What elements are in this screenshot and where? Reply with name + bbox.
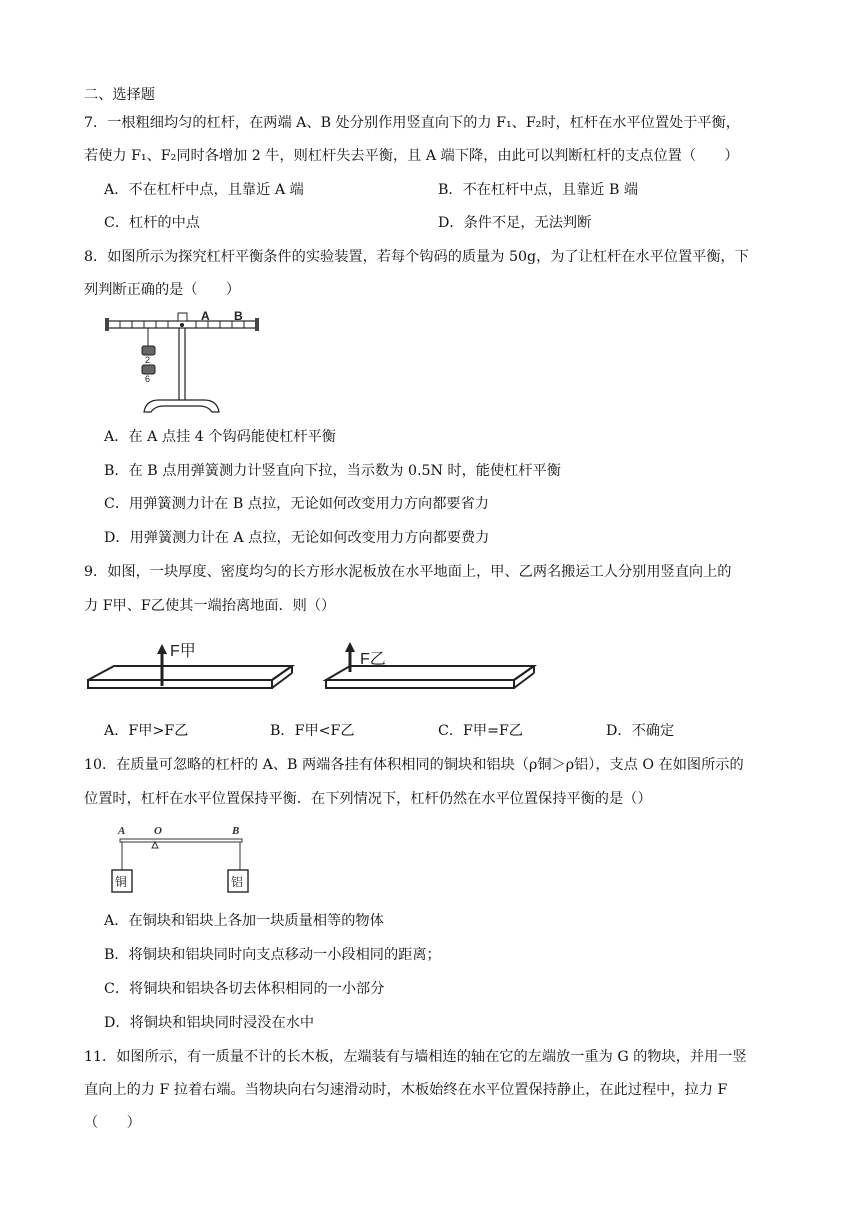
- q8-option-d[interactable]: D．用弹簧测力计在 A 点拉，无论如何改变用力方向都要费力: [104, 530, 490, 546]
- q9-option-b[interactable]: B．F甲<F乙: [270, 723, 355, 739]
- q7-option-a[interactable]: A．不在杠杆中点，且靠近 A 端: [104, 182, 304, 198]
- fig8-label-a: A: [201, 309, 210, 323]
- q7-option-c[interactable]: C．杠杆的中点: [104, 215, 200, 231]
- q7-line2: 若使力 F₁、F₂同时各增加 2 牛，则杠杆失去平衡，且 A 端下降，由此可以判断杠杆的支点位置（ ）: [84, 148, 739, 164]
- q10-line1: 10．在质量可忽略的杠杆的 A、B 两端各挂有体积相同的铜块和铝块（ρ铜＞ρ铝），支点 O 在如图所示的: [84, 757, 744, 773]
- q9-option-a[interactable]: A．F甲>F乙: [104, 723, 189, 739]
- svg-text:6: 6: [145, 374, 151, 384]
- fig10-copper-label: 铜: [115, 875, 128, 889]
- q7-line1: 7．一根粗细均匀的杠杆，在两端 A、B 处分别作用竖直向下的力 F₁、F₂时，杠杆在水平位置处于平衡，: [84, 115, 740, 131]
- q10-option-c[interactable]: C．将铜块和铝块各切去体积相同的一小部分: [104, 981, 385, 997]
- q11-line1: 11．如图所示，有一质量不计的长木板，左端装有与墙相连的轴在它的左端放一重为 G 的物块，并用一竖: [84, 1049, 747, 1065]
- slab-lift-right-figure: [322, 640, 542, 700]
- lever-apparatus-figure: [104, 308, 264, 418]
- q10-line2: 位置时，杠杆在水平位置保持平衡．在下列情况下，杠杆仍然在水平位置保持平衡的是（）: [84, 791, 652, 807]
- q8-option-c[interactable]: C．用弹簧测力计在 B 点拉，无论如何改变用力方向都要省力: [104, 496, 489, 512]
- q8-line1: 8．如图所示为探究杠杆平衡条件的实验装置，若每个钩码的质量为 50g，为了让杠杆在水平位置平衡，下: [84, 249, 749, 265]
- copper-aluminum-lever-figure: [104, 822, 254, 900]
- fig10-label-b: B: [232, 825, 240, 837]
- fig10-label-a: A: [118, 825, 126, 837]
- q10-option-b[interactable]: B．将铜块和铝块同时向支点移动一小段相同的距离；: [104, 947, 441, 963]
- q11-line2: 直向上的力 F 拉着右端。当物块向右匀速滑动时，木板始终在水平位置保持静止，在此过程中，拉力 F: [84, 1082, 728, 1098]
- fig10-aluminum-label: 铝: [231, 875, 244, 889]
- svg-text:2: 2: [145, 355, 151, 365]
- q8-line2: 列判断正确的是（ ）: [84, 282, 241, 298]
- q9-line2: 力 F甲、F乙使其一端抬离地面．则（）: [84, 598, 336, 614]
- q9-option-c[interactable]: C．F甲=F乙: [438, 723, 523, 739]
- fig8-label-b: B: [234, 309, 243, 323]
- q10-option-d[interactable]: D．将铜块和铝块同时浸没在水中: [104, 1015, 315, 1031]
- q7-option-b[interactable]: B．不在杠杆中点，且靠近 B 端: [438, 182, 639, 198]
- q8-option-b[interactable]: B．在 B 点用弹簧测力计竖直向下拉，当示数为 0.5N 时，能使杠杆平衡: [104, 463, 561, 479]
- q8-option-a[interactable]: A．在 A 点挂 4 个钩码能使杠杆平衡: [104, 429, 336, 445]
- force-label-jia: F甲: [170, 643, 196, 660]
- q9-option-d[interactable]: D．不确定: [606, 723, 675, 739]
- q9-line1: 9．如图，一块厚度、密度均匀的长方形水泥板放在水平地面上，甲、乙两名搬运工人分别用竖直向上的: [84, 564, 732, 580]
- q11-line3: （ ）: [84, 1115, 141, 1131]
- slab-lift-left-figure: [84, 640, 304, 700]
- q10-option-a[interactable]: A．在铜块和铝块上各加一块质量相等的物体: [104, 913, 384, 929]
- force-label-yi: F乙: [360, 651, 386, 668]
- fig10-label-o: O: [154, 825, 162, 837]
- q7-option-d[interactable]: D．条件不足，无法判断: [438, 215, 592, 231]
- section-title: 二、选择题: [84, 87, 155, 103]
